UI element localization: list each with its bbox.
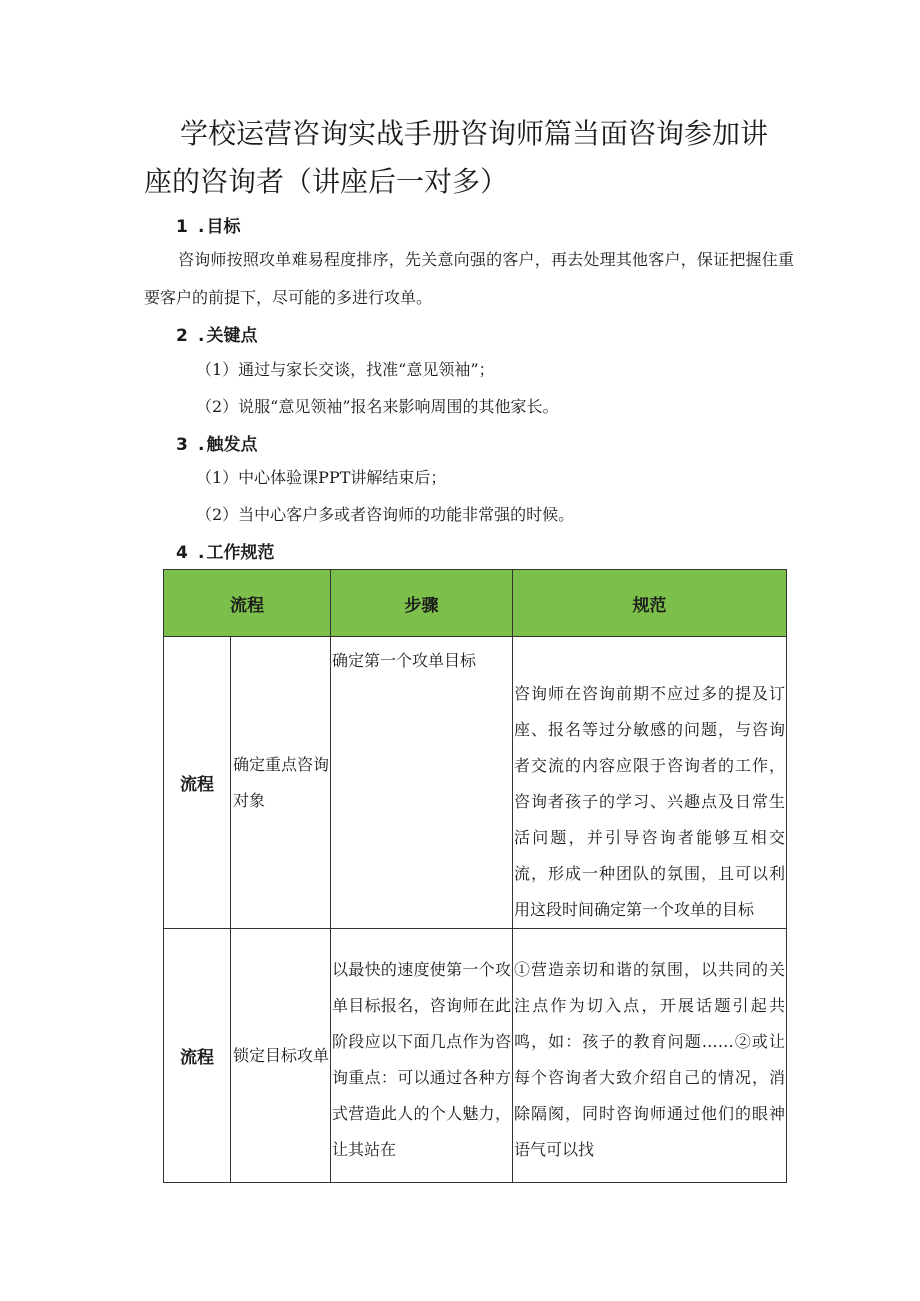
- document-title: 学校运营咨询实战手册咨询师篇当面咨询参加讲座的咨询者（讲座后一对多）: [144, 117, 769, 198]
- flow-cell: 流程: [164, 637, 231, 929]
- sub-flow-text: 锁定目标攻单: [233, 1045, 330, 1065]
- header-flow: 流程: [164, 570, 331, 637]
- section-heading-key-points: 2 . 关键点: [176, 326, 258, 346]
- trigger-item: （2）当中心客户多或者咨询师的功能非常强的时候。: [196, 505, 575, 524]
- table-row: [164, 637, 787, 929]
- sub-flow-cell: [231, 637, 331, 929]
- step-text: 确定第一个攻单目标: [332, 651, 477, 670]
- step-text: 以最快的速度使第一个攻单目标报名，咨询师在此阶段应以下面几点作为咨询重点：可以通过各种方式营造此人的个人魅力，让其站在: [332, 960, 511, 1159]
- norm-cell: [513, 929, 787, 1183]
- section-label: 关键点: [206, 326, 258, 346]
- section-heading-goal: 1 . 目标: [176, 217, 241, 237]
- section-heading-triggers: 3 . 触发点: [176, 435, 258, 455]
- section-number: 1: [176, 217, 188, 237]
- sub-flow-text: 确定重点咨询对象: [233, 754, 330, 810]
- sub-flow-cell: [231, 929, 331, 1183]
- table-row: [164, 929, 787, 1183]
- table-header-row: [164, 570, 787, 637]
- section-number: 3: [176, 435, 188, 455]
- section-label: 触发点: [206, 435, 258, 455]
- norm-text: 咨询师在咨询前期不应过多的提及订座、报名等过分敏感的问题，与咨询者交流的内容应限于咨询者的工作，咨询者孩子的学习、兴趣点及日常生活问题，并引导咨询者能够互相交流，形成一种团队的氛围，且可以利用这段时间确定第一个攻单的目标: [514, 684, 785, 919]
- section-label: 工作规范: [206, 543, 275, 563]
- work-norms-table: [163, 569, 787, 1183]
- key-point-item: （2）说服“意见领袖”报名来影响周围的其他家长。: [196, 397, 559, 416]
- step-cell: [331, 929, 513, 1183]
- trigger-item: （1）中心体验课PPT讲解结束后；: [196, 468, 447, 487]
- section-number: 4: [176, 543, 188, 563]
- section-heading-work-norms: 4 . 工作规范: [176, 543, 275, 563]
- step-cell: [331, 637, 513, 929]
- header-step: 步骤: [331, 570, 513, 637]
- key-point-item: （1）通过与家长交谈，找准“意见领袖”；: [196, 360, 495, 379]
- norm-text: ①营造亲切和谐的氛围，以共同的关注点作为切入点，开展话题引起共鸣，如：孩子的教育问题……②或让每个咨询者大致介绍自己的情况，消除隔阂，同时咨询师通过他们的眼神语气可以找: [514, 960, 785, 1159]
- header-norm: 规范: [513, 570, 787, 637]
- goal-paragraph: 咨询师按照攻单难易程度排序，先关意向强的客户，再去处理其他客户，保证把握住重要客户的前提下，尽可能的多进行攻单。: [144, 250, 794, 307]
- section-number: 2: [176, 326, 188, 346]
- section-label: 目标: [206, 217, 241, 237]
- flow-cell: 流程: [164, 929, 231, 1183]
- norm-cell: [513, 637, 787, 929]
